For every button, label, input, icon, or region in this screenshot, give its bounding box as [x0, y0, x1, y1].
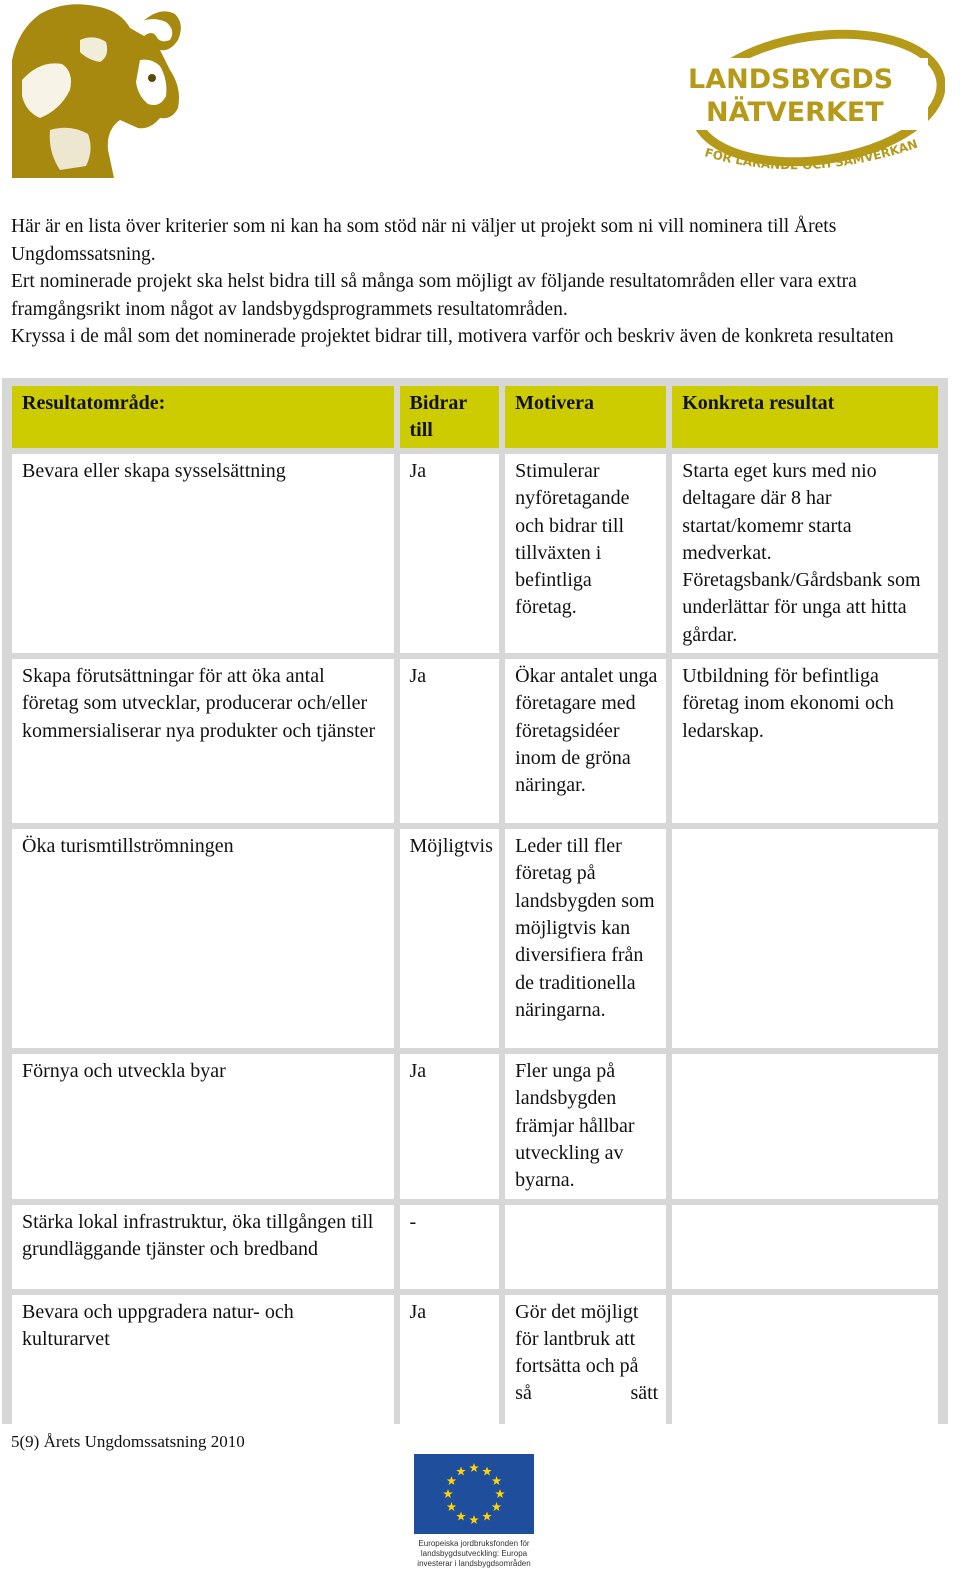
- cell-contributes: -: [400, 1205, 500, 1289]
- cell-motivate: Gör det möjligt för lantbruk att fortsätta och på så sätt: [505, 1295, 666, 1433]
- cell-contributes: Ja: [400, 659, 500, 823]
- intro-paragraph-1: Här är en lista över kriterier som ni kan ha som stöd när ni väljer ut projekt som ni vill nominera till Årets Ungdomssatsning.: [11, 216, 837, 265]
- eu-caption-line-3: investerar i landsbygdsområden: [417, 1559, 531, 1568]
- table-row: [12, 454, 938, 653]
- landsbygdsnatverket-logo: [680, 28, 945, 183]
- header-konkreta-resultat: Konkreta resultat: [672, 386, 938, 448]
- cell-motivate: Ökar antalet unga företagare med företagsidéer inom de gröna näringar.: [505, 659, 666, 823]
- cell-area: Förnya och utveckla byar: [12, 1054, 394, 1198]
- cell-motivate: Fler unga på landsbygden främjar hållbar utveckling av byarna.: [505, 1054, 666, 1198]
- cell-area: Bevara eller skapa sysselsättning: [12, 454, 394, 653]
- cell-area: Öka turismtillströmningen: [12, 829, 394, 1048]
- table-row: [12, 1295, 938, 1433]
- criteria-table: [6, 386, 944, 1433]
- cell-contributes: Ja: [400, 454, 500, 653]
- logo-line-2: NÄTVERKET: [706, 97, 884, 128]
- table-row: [12, 1205, 938, 1289]
- cell-contributes: Ja: [400, 1054, 500, 1198]
- intro-text: [11, 213, 943, 351]
- eu-caption-line-1: Europeiska jordbruksfonden för: [418, 1539, 530, 1548]
- cell-results: [672, 1205, 938, 1289]
- cell-results: [672, 1295, 938, 1433]
- table-row: [12, 659, 938, 823]
- cell-motivate: Stimulerar nyföretagande och bidrar till tillväxten i befintliga företag.: [505, 454, 666, 653]
- page-footer: 5(9) Årets Ungdomssatsning 2010: [11, 1432, 245, 1451]
- logo-tagline: FÖR LÄRANDE OCH SAMVERKAN: [703, 136, 920, 173]
- cell-area: Stärka lokal infrastruktur, öka tillgången till grundläggande tjänster och bredband: [12, 1205, 394, 1289]
- cell-results: [672, 1054, 938, 1198]
- cell-results: Utbildning för befintliga företag inom ekonomi och ledarskap.: [672, 659, 938, 823]
- cell-motivate: [505, 1205, 666, 1289]
- cell-motivate: Leder till fler företag på landsbygden som möjligtvis kan diversifiera från de traditionella näringarna.: [505, 829, 666, 1048]
- cell-results: Starta eget kurs med nio deltagare där 8 har startat/komemr starta medverkat. Företagsbank/Gårdsbank som underlättar för unga att hitta gårdar.: [672, 454, 938, 653]
- table-header-row: [12, 386, 938, 448]
- eu-flag-logo: [412, 1452, 536, 1577]
- header-resultatomrade: Resultatområde:: [12, 386, 394, 448]
- logo-line-1: LANDSBYGDS: [688, 64, 894, 95]
- cell-area: Skapa förutsättningar för att öka antal företag som utvecklar, producerar och/eller kommersialiserar nya produkter och tjänster: [12, 659, 394, 823]
- intro-paragraph-2: Ert nominerade projekt ska helst bidra till så många som möjligt av följande resultatområden eller vara extra framgångsrikt inom något av landsbygdsprogrammets resultatområden.: [11, 271, 857, 320]
- header-motivera: Motivera: [505, 386, 666, 448]
- eu-caption-line-2: landsbygdsutveckling: Europa: [420, 1549, 528, 1558]
- ram-emblem-logo: [10, 0, 185, 180]
- cell-contributes: Ja: [400, 1295, 500, 1433]
- header-bidrar-till: Bidrar till: [400, 386, 500, 448]
- table-row: [12, 829, 938, 1048]
- cell-results: [672, 829, 938, 1048]
- cell-contributes: Möjligtvis: [400, 829, 500, 1048]
- cell-area: Bevara och uppgradera natur- och kulturarvet: [12, 1295, 394, 1433]
- intro-paragraph-3: Kryssa i de mål som det nominerade projektet bidrar till, motivera varför och beskriv även de konkreta resultaten: [11, 326, 894, 347]
- table-row: [12, 1054, 938, 1198]
